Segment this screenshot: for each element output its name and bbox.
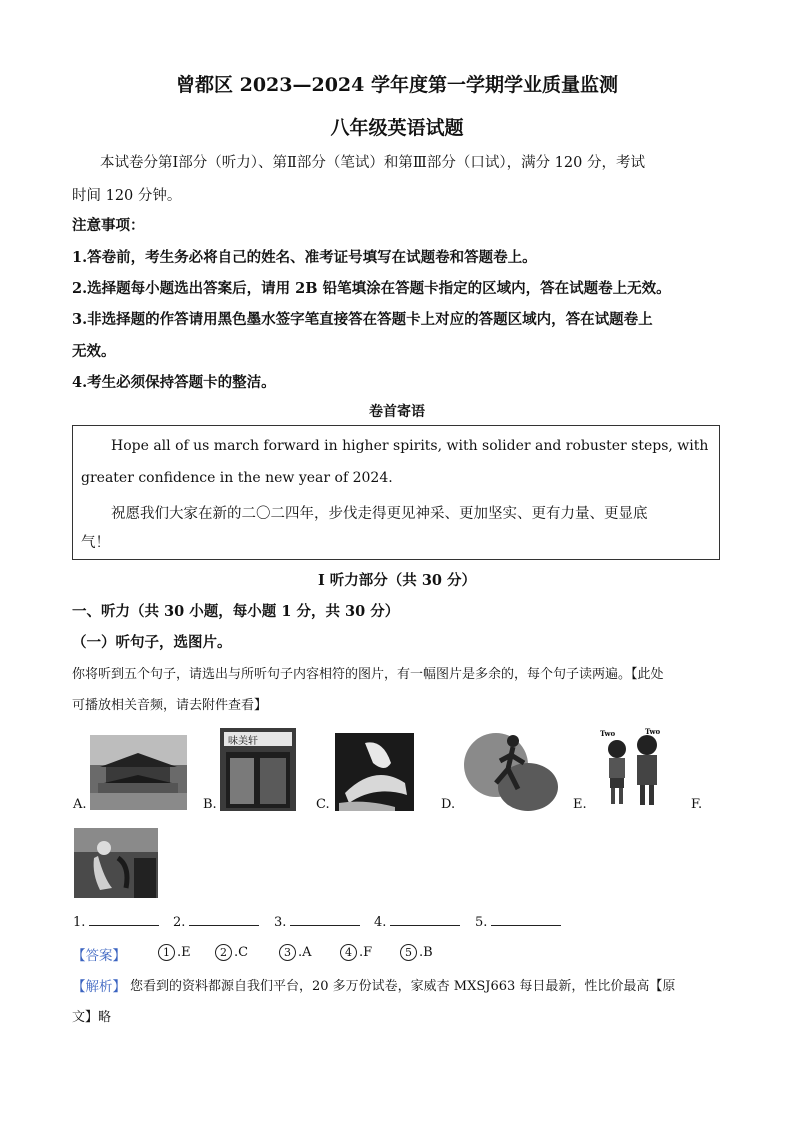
answer-val-5: B bbox=[423, 945, 433, 960]
picture-e-girls bbox=[597, 727, 669, 810]
answer-num-3: 3 bbox=[279, 944, 296, 961]
answer-item-3: 3 .A bbox=[279, 944, 312, 961]
exam-title: 曾都区 2023—2024 学年度第一学期学业质量监测 bbox=[176, 74, 618, 96]
shop-sign-text: 味美轩 bbox=[228, 736, 258, 747]
girl-right-tag: Two bbox=[645, 727, 661, 736]
message-box bbox=[72, 425, 720, 560]
picture-c-banana bbox=[335, 733, 414, 811]
notes-heading: 注意事项： bbox=[72, 217, 145, 234]
intro-line-1: 本试卷分第Ⅰ部分（听力）、第Ⅱ部分（笔试）和第Ⅲ部分（口试），满分 120 分，考试 bbox=[100, 155, 645, 171]
answer-val-1: E bbox=[181, 945, 191, 960]
message-cn-line-2: 气！ bbox=[81, 535, 110, 551]
intro-line-2: 时间 120 分钟。 bbox=[72, 188, 182, 204]
answer-num-1: 1 bbox=[158, 944, 175, 961]
picture-d-runner bbox=[458, 727, 558, 812]
blank-3[interactable] bbox=[274, 913, 360, 930]
answer-item-2: 2 .C bbox=[215, 944, 248, 961]
answer-item-5: 5 .B bbox=[400, 944, 433, 961]
answer-item-4: 4 .F bbox=[340, 944, 372, 961]
note-3-line-2: 无效。 bbox=[72, 343, 116, 360]
message-heading: 卷首寄语 bbox=[369, 404, 425, 420]
option-a-label: A. bbox=[73, 797, 87, 812]
blank-5[interactable] bbox=[475, 913, 561, 930]
blank-1-label: 1. bbox=[73, 915, 86, 930]
exam-subtitle: 八年级英语试题 bbox=[330, 117, 464, 139]
picture-b-shop bbox=[220, 728, 296, 811]
sub-heading: （一）听句子，选图片。 bbox=[72, 634, 232, 651]
note-3-line-1: 3.非选择题的作答请用黑色墨水签字笔直接答在答题卡上对应的答题区域内，答在试题卷上 bbox=[72, 311, 653, 328]
answer-val-4: F bbox=[363, 945, 373, 960]
blank-4-line[interactable] bbox=[390, 913, 460, 926]
note-2: 2.选择题每小题选出答案后，请用 2B 铅笔填涂在答题卡指定的区域内，答在试题卷上无效。 bbox=[72, 280, 671, 297]
blank-4[interactable] bbox=[374, 913, 460, 930]
message-en-line-1: Hope all of us march forward in higher spirits, with solider and robuster steps, with bbox=[111, 438, 709, 454]
message-cn-line-1: 祝愿我们大家在新的二〇二四年，步伐走得更见神采、更加坚实、更有力量、更显底 bbox=[111, 506, 648, 522]
option-e-label: E. bbox=[573, 797, 587, 812]
instruction-line-1: 你将听到五个句子，请选出与所听句子内容相符的图片，有一幅图片是多余的，每个句子读两遍。【此处 bbox=[72, 667, 664, 682]
answer-val-2: C bbox=[238, 945, 249, 960]
picture-a-palace bbox=[90, 735, 187, 810]
blank-5-line[interactable] bbox=[491, 913, 561, 926]
answer-val-3: A bbox=[302, 945, 312, 960]
note-1: 1.答卷前，考生务必将自己的姓名、准考证号填写在试题卷和答题卷上。 bbox=[72, 249, 537, 266]
section-heading: Ⅰ 听力部分（共 30 分） bbox=[317, 572, 477, 589]
option-c-label: C. bbox=[316, 797, 330, 812]
blank-3-line[interactable] bbox=[290, 913, 360, 926]
blank-2[interactable] bbox=[173, 913, 259, 930]
picture-f-elderly bbox=[74, 828, 158, 898]
girl-left-tag: Two bbox=[600, 729, 616, 738]
blank-3-label: 3. bbox=[274, 915, 287, 930]
answer-item-1: 1 .E bbox=[158, 944, 191, 961]
answer-num-2: 2 bbox=[215, 944, 232, 961]
analysis-line-1: 您看到的资料都源自我们平台，20 多万份试卷，家威杏 MXSJ663 每日最新，性比价最高【原 bbox=[130, 979, 676, 994]
option-f-label: F. bbox=[691, 797, 703, 812]
instruction-line-2: 可播放相关音频，请去附件查看】 bbox=[72, 698, 268, 713]
blank-2-label: 2. bbox=[173, 915, 186, 930]
option-d-label: D. bbox=[441, 797, 456, 812]
blank-2-line[interactable] bbox=[189, 913, 259, 926]
analysis-tag: 【解析】 bbox=[72, 979, 126, 995]
blank-1-line[interactable] bbox=[89, 913, 159, 926]
answer-num-4: 4 bbox=[340, 944, 357, 961]
blank-4-label: 4. bbox=[374, 915, 387, 930]
part-heading: 一、听力（共 30 小题，每小题 1 分，共 30 分） bbox=[72, 603, 400, 620]
message-en-line-2: greater confidence in the new year of 2024. bbox=[81, 470, 393, 486]
note-4: 4.考生必须保持答题卡的整洁。 bbox=[72, 374, 276, 391]
answer-num-5: 5 bbox=[400, 944, 417, 961]
blank-1[interactable] bbox=[73, 913, 159, 930]
option-b-label: B. bbox=[203, 797, 217, 812]
analysis-line-2: 文】略 bbox=[72, 1010, 112, 1025]
blank-5-label: 5. bbox=[475, 915, 488, 930]
answer-tag: 【答案】 bbox=[72, 948, 126, 964]
